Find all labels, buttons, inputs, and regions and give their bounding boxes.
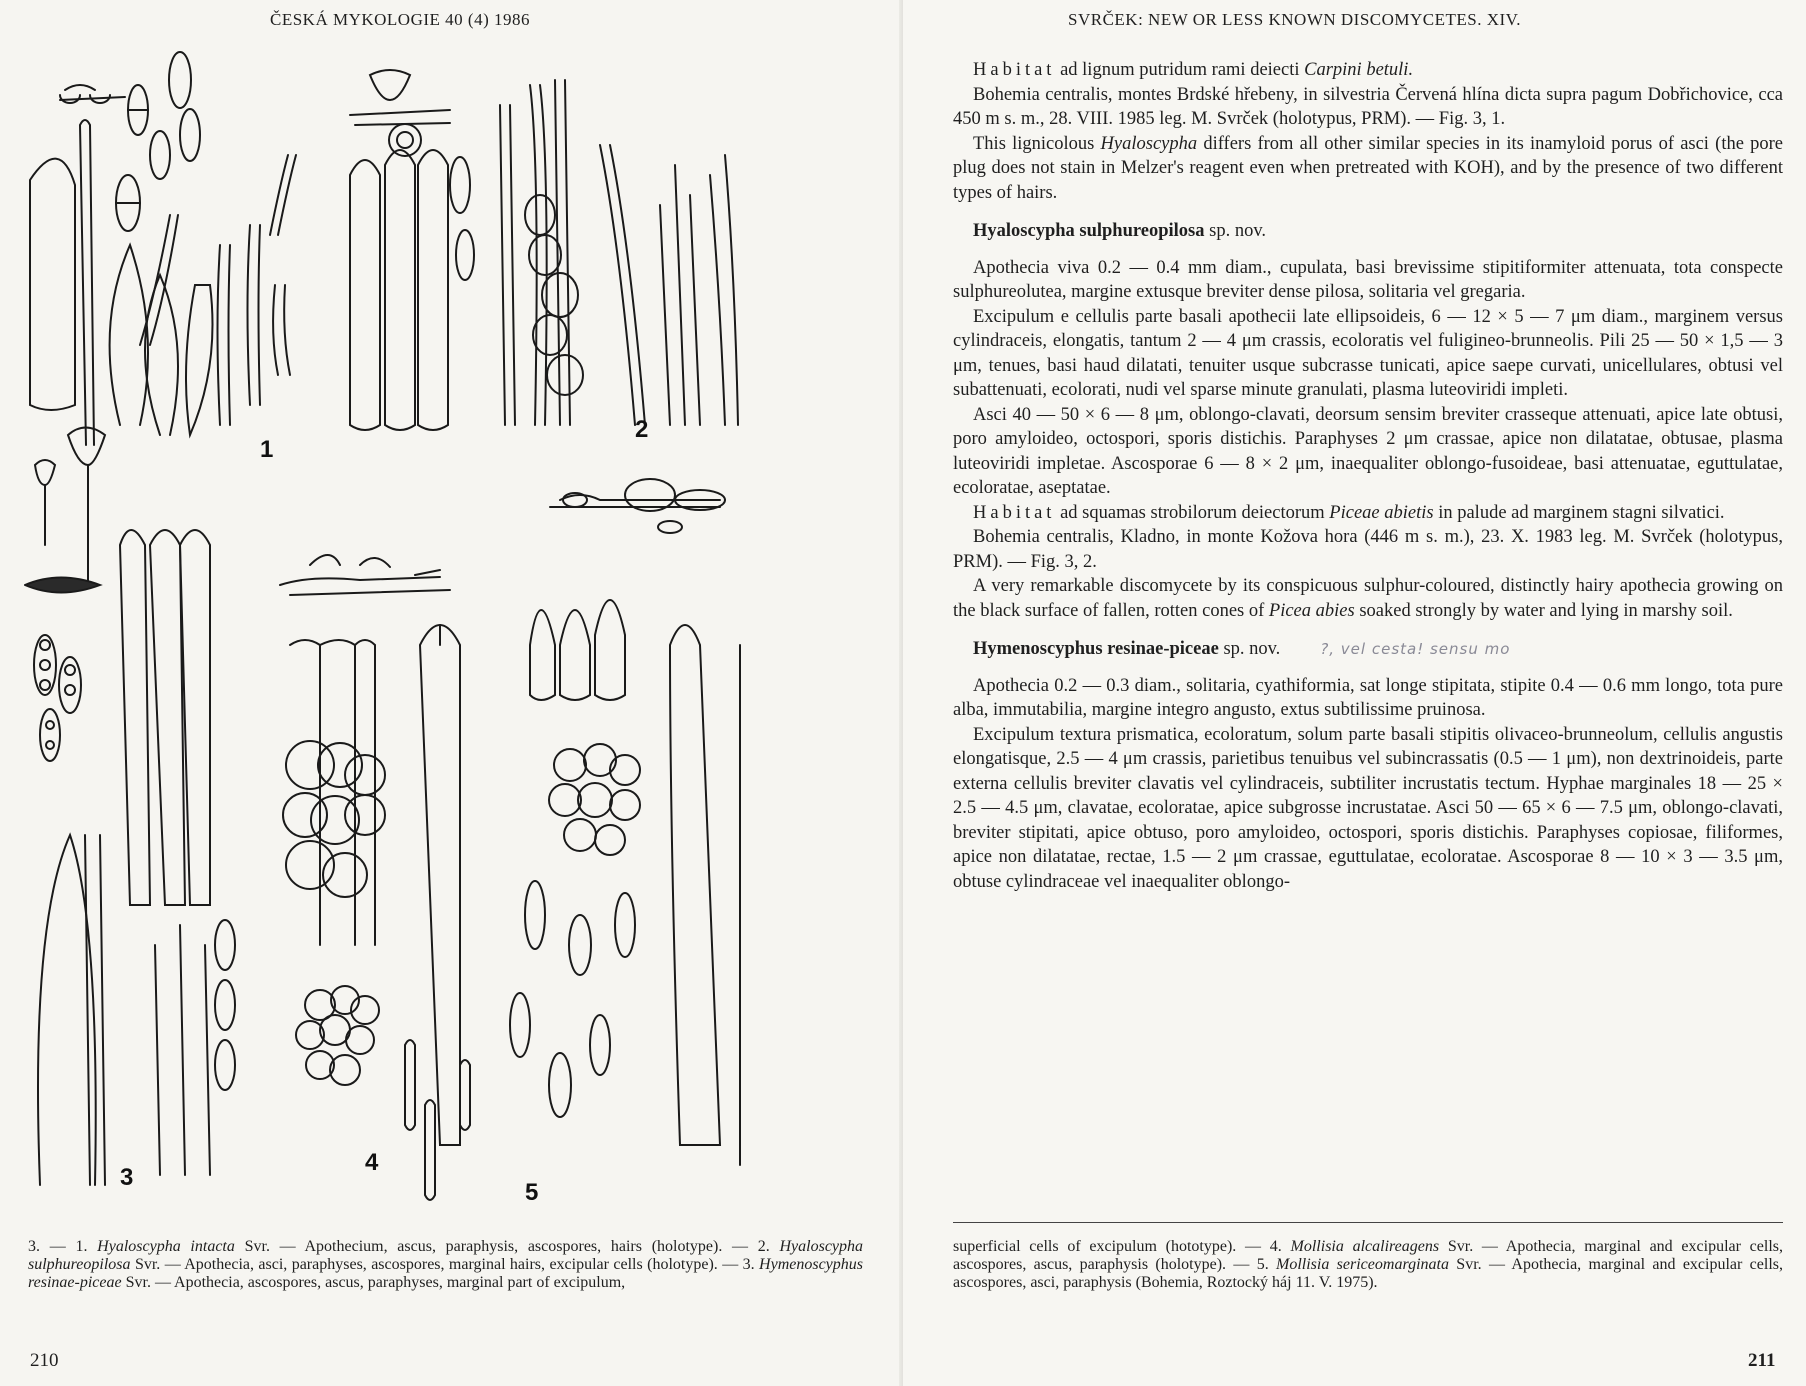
habitat-paragraph-2: Habitat ad squamas strobilorum deiectorum Piceae abietis in palude ad marginem stagni silvatici.: [973, 502, 1725, 523]
plate-label-2: 2: [635, 416, 649, 443]
description-apothecia-3: Apothecia 0.2 — 0.3 diam., solitaria, cyathiformia, sat longe stipitata, stipite 0.4 — 0.6 mm longo, tota pure alba, immutabilia, margine integro angusto, extus subtilissime pruinosa.: [953, 675, 1783, 720]
handwritten-annotation: ?, vel cesta! sensu mo: [1320, 640, 1511, 658]
plate-label-4: 4: [365, 1149, 379, 1176]
footnote-rule: [953, 1222, 1783, 1223]
running-head-left: ČESKÁ MYKOLOGIE 40 (4) 1986: [270, 10, 530, 29]
description-apothecia: Apothecia viva 0.2 — 0.4 mm diam., cupulata, basi brevissime stipitiformiter attenuata, tota conspecte sulphureolutea, margine extusque breviter dense pilosa, solitaria vel gregaria.: [953, 257, 1783, 302]
plate-label-3: 3: [120, 1164, 134, 1191]
plate-label-5: 5: [525, 1179, 539, 1206]
figure-2-drawing: [350, 70, 738, 430]
page-number-left: 210: [30, 1350, 59, 1371]
figure-4-drawing: [280, 555, 470, 1200]
article-body: [953, 58, 1783, 894]
plate-drawings: [20, 45, 870, 1230]
right-page: [903, 0, 1806, 1386]
figure-caption-left: 3. — 1. Hyaloscypha intacta Svr. — Apothecium, ascus, paraphysis, ascospores, hairs (holotype). — 2. Hyaloscypha sulphureopilosa Svr. — Apothecia, asci, paraphyses, ascospores, marginal hairs, excipular cells (holotype). — 3. Hymenoscyphus resinae-piceae Svr. — Apothecia, ascospores, ascus, paraphyses, marginal part of excipulum,: [28, 1238, 864, 1291]
figure-5-drawing: [510, 479, 740, 1165]
description-excipulum: Excipulum e cellulis parte basali apothecii late ellipsoideis, 6 — 12 × 5 — 7 μm diam., marginem versus cylindraceis, elongatis, tantum 2 — 4 μm crassis, ecoloratis vel fuligineo-brunneolis. Pili 25 — 50 × 1,5 — 3 μm, tenues, basi haud dilatati, tenuiter usque subcrasse tunicati, apice saepe curvati, unicellulares, obtusi vel subattenuati, ecolorati, nudi vel sparse minute granulati, plasma luteoviridi impleti.: [953, 306, 1783, 400]
figure-plate: [20, 45, 870, 1230]
species-heading-resinae-piceae: Hymenoscyphus resinae-piceae sp. nov. ?, vel cesta! sensu mo: [973, 639, 1511, 659]
species-heading-sulphureopilosa: Hyaloscypha sulphureopilosa sp. nov.: [973, 221, 1266, 241]
habitat-paragraph-1: Habitat ad lignum putridum rami deiecti Carpini betuli.: [973, 60, 1414, 80]
plate-label-1: 1: [260, 436, 274, 463]
locality-paragraph-1: Bohemia centralis, montes Brdské hřebeny, in silvestria Červená hlína dicta supra pagum Dobřichovice, cca 450 m s. m., 28. VIII. 1985 leg. M. Svrček (holotypus, PRM). — Fig. 3, 1.: [953, 84, 1783, 129]
description-excipulum-3: Excipulum textura prismatica, ecoloratum, solum parte basali stipitis olivaceo-brunneolum, cellulis angustis elongatisque, 2.5 — 4 μm crassis, parietibus tenuibus vel subincrassatis (0.5 — 1 μm), non dextrinoideis, parte externa cellulis breviter clavatis vel cylindraceis, subtiliter incrustatis tectum. Hyphae marginales 18 — 25 × 2.5 — 4.5 μm, clavatae, ecoloratae, apice subgrosse incrustatae. Asci 50 — 65 × 6 — 7.5 μm, oblongo-clavati, breviter stipitati, apice obtuso, poro amyloideo, octospori, sporis distichis. Paraphyses copiosae, filiformes, apice non dilatatae, rectae, 1.5 — 2 μm crassae, eguttulatae, ecoloratae. Ascosporae 8 — 10 × 3 — 3.5 μm, obtuse cylindraceae vel inaequaliter oblongo-: [953, 724, 1783, 892]
remark-paragraph-1: This lignicolous Hyaloscypha differs from all other similar species in its inamyloid porus of asci (the pore plug does not stain in Melzer's reagent even when pretreated with KOH), and by the presence of two different types of hairs.: [953, 133, 1783, 203]
remark-paragraph-2: A very remarkable discomycete by its conspicuous sulphur-coloured, distinctly hairy apothecia growing on the black surface of fallen, rotten cones of Picea abies soaked strongly by water and lying in marshy soil.: [953, 576, 1783, 621]
figure-3-drawing: [25, 428, 235, 1186]
description-asci: Asci 40 — 50 × 6 — 8 μm, oblongo-clavati, deorsum sensim breviter crasseque attenuati, apice late obtusi, poro amyloideo, octospori, sporis distichis. Paraphyses 2 μm crassae, apice non dilatatae, obtusae, plasma luteoviridi impletae. Ascosporae 6 — 8 × 2 μm, inaequaliter oblongo-fusoideae, basi attenuatae, eguttulatae, ecoloratae, aseptatae.: [953, 404, 1783, 498]
figure-caption-right: superficial cells of excipulum (hototype). — 4. Mollisia alcalireagens Svr. — Apothecia, marginal and excipular cells, ascospores, ascus, paraphysis (holotype). — 5. Mollisia sericeomarginata Svr. — Apothecia, marginal and excipular cells, ascospores, asci, paraphysis (Bohemia, Roztocký háj 11. V. 1975).: [953, 1238, 1784, 1291]
running-head-right: SVRČEK: NEW OR LESS KNOWN DISCOMYCETES. XIV.: [1068, 10, 1522, 29]
figure-1-drawing: [30, 52, 296, 445]
page-number-right: 211: [1748, 1350, 1776, 1371]
locality-paragraph-2: Bohemia centralis, Kladno, in monte Kožova hora (446 m s. m.), 23. X. 1983 leg. M. Svrček (holotypus, PRM). — Fig. 3, 2.: [953, 527, 1783, 572]
